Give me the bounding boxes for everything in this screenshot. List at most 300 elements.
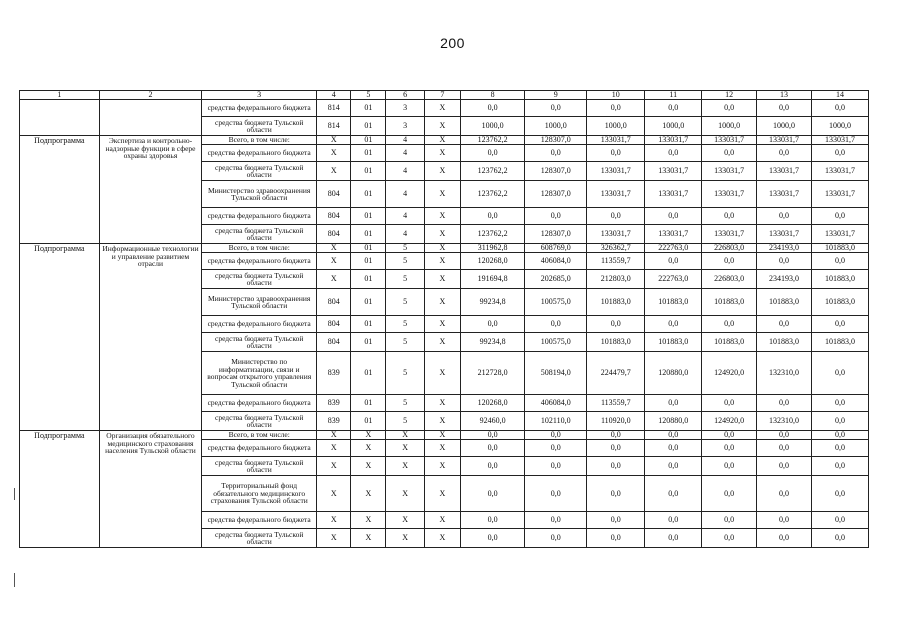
table-cell: 101883,0 [702,289,757,316]
table-cell: Подпрограмма [20,431,100,548]
table-cell: 133031,7 [702,136,757,145]
table-cell: 226803,0 [702,270,757,289]
table-cell: 101883,0 [587,333,645,352]
table-cell: 124920,0 [702,352,757,395]
table-cell: 3 [386,117,424,136]
column-number-header: 11 [645,91,702,100]
table-cell: Х [351,529,386,548]
table-cell: 0,0 [811,395,868,412]
table-cell: 5 [386,316,424,333]
table-cell: 0,0 [587,100,645,117]
table-cell: 5 [386,395,424,412]
table-cell: Х [424,117,460,136]
table-cell: Х [351,512,386,529]
table-cell: 311962,8 [461,244,525,253]
table-cell: 0,0 [525,529,587,548]
table-cell: 124920,0 [702,412,757,431]
table-cell: 0,0 [702,253,757,270]
table-cell: 0,0 [587,476,645,512]
table-cell: 101883,0 [645,333,702,352]
table-cell: 804 [317,316,351,333]
table-cell: 4 [386,225,424,244]
column-number-header: 4 [317,91,351,100]
table-cell: 0,0 [702,145,757,162]
table-cell: 0,0 [461,529,525,548]
table-cell: 123762,2 [461,162,525,181]
table-cell: 101883,0 [811,333,868,352]
table-cell: 01 [351,136,386,145]
table-cell: 113559,7 [587,253,645,270]
table-cell: 120268,0 [461,253,525,270]
column-number-header: 12 [702,91,757,100]
table-cell: 110920,0 [587,412,645,431]
table-cell: Х [424,136,460,145]
table-cell: 202685,0 [525,270,587,289]
table-cell [99,100,202,136]
table-cell: 212728,0 [461,352,525,395]
table-cell: 191694,8 [461,270,525,289]
table-cell: 1000,0 [645,117,702,136]
table-cell: 234193,0 [757,270,812,289]
table-cell: 01 [351,145,386,162]
table-cell: Министерство здравоохранения Тульской области [202,289,317,316]
table-cell: 01 [351,117,386,136]
table-cell: 0,0 [587,440,645,457]
table-cell: Х [424,512,460,529]
table-cell: 133031,7 [645,136,702,145]
table-cell: Х [424,225,460,244]
table-cell: 224479,7 [587,352,645,395]
table-cell: 0,0 [702,395,757,412]
table-cell: 326362,7 [587,244,645,253]
table-cell: 5 [386,352,424,395]
table-cell: Х [351,457,386,476]
table-cell: Х [424,316,460,333]
table-cell: средства бюджета Тульской области [202,270,317,289]
table-cell: 133031,7 [702,162,757,181]
table-cell: Х [424,253,460,270]
table-cell: 123762,2 [461,181,525,208]
table-cell: Всего, в том числе: [202,136,317,145]
table-cell: 0,0 [811,352,868,395]
table-cell: 508194,0 [525,352,587,395]
table-cell: Х [424,412,460,431]
table-cell: 133031,7 [645,162,702,181]
table-cell: Х [424,395,460,412]
table-cell: 0,0 [525,431,587,440]
page-number: 200 [440,35,465,51]
table-cell: 222763,0 [645,244,702,253]
table-cell: Х [424,431,460,440]
table-cell: 1000,0 [461,117,525,136]
table-cell: 0,0 [525,145,587,162]
table-cell: 0,0 [757,145,812,162]
table-cell: 132310,0 [757,352,812,395]
table-cell: средства федерального бюджета [202,145,317,162]
table-cell: средства федерального бюджета [202,316,317,333]
table-cell [20,100,100,136]
table-cell: 133031,7 [587,181,645,208]
table-cell: 0,0 [587,316,645,333]
table-cell: Х [424,289,460,316]
table-cell: 0,0 [587,512,645,529]
table-cell: 0,0 [461,476,525,512]
table-cell: Х [317,253,351,270]
column-number-header: 5 [351,91,386,100]
table-cell: 0,0 [702,316,757,333]
table-cell: Х [317,136,351,145]
table-row [20,244,869,253]
table-cell: 0,0 [702,512,757,529]
table-cell: 133031,7 [811,162,868,181]
table-cell: Х [424,162,460,181]
table-cell: Х [317,244,351,253]
table-cell: Х [424,270,460,289]
table-cell: 101883,0 [702,333,757,352]
table-cell: средства федерального бюджета [202,512,317,529]
table-cell: Х [317,529,351,548]
table-cell: Территориальный фонд обязательного медицинского страхования Тульской области [202,476,317,512]
table-cell: 0,0 [587,529,645,548]
table-cell: 133031,7 [587,162,645,181]
table-cell: 0,0 [645,395,702,412]
table-cell: 0,0 [702,476,757,512]
table-cell: 804 [317,333,351,352]
table-cell: 133031,7 [587,136,645,145]
table-cell: 128307,0 [525,136,587,145]
table-cell: 839 [317,352,351,395]
table-cell: 814 [317,100,351,117]
table-cell: 0,0 [461,316,525,333]
table-cell: 0,0 [461,431,525,440]
table-cell: 0,0 [811,457,868,476]
table-cell: 4 [386,208,424,225]
table-cell: 101883,0 [811,289,868,316]
table-cell: 0,0 [702,440,757,457]
table-cell: 99234,8 [461,333,525,352]
table-cell: 406084,0 [525,395,587,412]
table-cell: 0,0 [811,412,868,431]
table-cell: Организация обязательного медицинского страхования населения Тульской области [99,431,202,548]
table-cell: 0,0 [645,145,702,162]
table-cell: 0,0 [811,253,868,270]
table-cell: 222763,0 [645,270,702,289]
table-cell: Х [424,244,460,253]
table-cell: Х [424,333,460,352]
table-cell: 212803,0 [587,270,645,289]
column-number-header: 6 [386,91,424,100]
budget-table [19,90,869,548]
table-row [20,100,869,117]
table-cell: 0,0 [757,208,812,225]
table-cell: Х [386,512,424,529]
table-cell: 0,0 [587,431,645,440]
table-cell: 101883,0 [811,270,868,289]
table-cell: 0,0 [702,100,757,117]
table-cell: 01 [351,208,386,225]
table-cell: 01 [351,162,386,181]
table-cell: Х [386,476,424,512]
table-cell: Подпрограмма [20,136,100,244]
table-cell: 113559,7 [587,395,645,412]
table-cell: 133031,7 [587,225,645,244]
table-cell: 0,0 [525,100,587,117]
table-cell: 132310,0 [757,412,812,431]
table-cell: 133031,7 [645,181,702,208]
table-cell: Х [351,431,386,440]
table-cell: 0,0 [811,431,868,440]
table-cell: 804 [317,208,351,225]
table-cell: 0,0 [645,208,702,225]
column-number-header: 3 [202,91,317,100]
table-cell: Х [424,529,460,548]
table-cell: 133031,7 [702,225,757,244]
table-cell: Х [317,145,351,162]
table-cell: 133031,7 [645,225,702,244]
table-cell: 0,0 [757,512,812,529]
table-cell: 0,0 [461,145,525,162]
table-cell: 101883,0 [811,244,868,253]
table-cell: 0,0 [811,512,868,529]
table-cell: 0,0 [757,476,812,512]
table-cell: средства федерального бюджета [202,253,317,270]
table-cell: 1000,0 [525,117,587,136]
column-number-header: 1 [20,91,100,100]
table-cell: 0,0 [525,476,587,512]
table-cell: 0,0 [461,440,525,457]
table-cell: 0,0 [757,529,812,548]
table-cell: 01 [351,181,386,208]
table-cell: 123762,2 [461,136,525,145]
scan-artifact [14,488,15,500]
column-number-header: 14 [811,91,868,100]
table-cell: средства бюджета Тульской области [202,162,317,181]
table-cell: 01 [351,333,386,352]
table-cell: 5 [386,412,424,431]
table-cell: 101883,0 [645,289,702,316]
table-cell: Х [386,440,424,457]
table-cell: Х [424,145,460,162]
table-cell: 0,0 [645,253,702,270]
table-cell: 0,0 [702,457,757,476]
table-cell: Х [386,431,424,440]
table-cell: 01 [351,395,386,412]
table-cell: 1000,0 [757,117,812,136]
table-cell: 0,0 [587,145,645,162]
table-cell: 0,0 [645,476,702,512]
table-cell: 5 [386,244,424,253]
table-cell: Х [317,270,351,289]
table-cell: 0,0 [525,512,587,529]
table-cell: 120268,0 [461,395,525,412]
table-cell: средства бюджета Тульской области [202,412,317,431]
table-cell: средства бюджета Тульской области [202,529,317,548]
table-cell: 01 [351,225,386,244]
table-cell: 4 [386,162,424,181]
table-cell: 839 [317,395,351,412]
table-cell: 133031,7 [757,136,812,145]
table-cell: 0,0 [757,253,812,270]
table-cell: 3 [386,100,424,117]
table-cell: 0,0 [587,457,645,476]
table-cell: 4 [386,136,424,145]
table-cell: 01 [351,244,386,253]
table-cell: 01 [351,352,386,395]
table-cell: Х [424,208,460,225]
table-cell: Х [351,440,386,457]
table-cell: 92460,0 [461,412,525,431]
table-cell: 0,0 [461,208,525,225]
table-cell: 839 [317,412,351,431]
table-cell: 120880,0 [645,352,702,395]
table-cell: Всего, в том числе: [202,244,317,253]
table-cell: Х [317,457,351,476]
table-cell: 1000,0 [702,117,757,136]
column-number-header: 9 [525,91,587,100]
table-cell: 0,0 [811,316,868,333]
table-cell: средства бюджета Тульской области [202,333,317,352]
table-cell: средства бюджета Тульской области [202,225,317,244]
table-cell: Х [386,457,424,476]
table-cell: 5 [386,333,424,352]
table-cell: 0,0 [811,440,868,457]
table-cell: 128307,0 [525,181,587,208]
table-cell: 0,0 [757,440,812,457]
table-cell: Экспертиза и контрольно-надзорные функции в сфере охраны здоровья [99,136,202,244]
table-cell: 0,0 [702,431,757,440]
table-cell: 0,0 [525,440,587,457]
table-cell: Х [317,431,351,440]
table-cell: 1000,0 [587,117,645,136]
table-cell: средства федерального бюджета [202,208,317,225]
table-cell: 0,0 [757,395,812,412]
table-cell: Х [424,457,460,476]
table-cell: 0,0 [645,529,702,548]
table-cell: Х [351,476,386,512]
table-cell: 0,0 [645,316,702,333]
table-cell: 100575,0 [525,289,587,316]
table-cell: Х [317,512,351,529]
table-cell: 101883,0 [757,289,812,316]
table-cell: 01 [351,316,386,333]
table-cell: 01 [351,270,386,289]
table-cell: 0,0 [645,457,702,476]
table-cell: Х [424,476,460,512]
table-cell: 133031,7 [811,225,868,244]
table-cell: Х [424,181,460,208]
table-cell: средства бюджета Тульской области [202,457,317,476]
table-cell: 0,0 [645,440,702,457]
table-cell: 01 [351,289,386,316]
column-number-header: 2 [99,91,202,100]
table-cell: 99234,8 [461,289,525,316]
table-cell: 4 [386,181,424,208]
table-cell: 814 [317,117,351,136]
table-cell: 5 [386,253,424,270]
table-cell: 804 [317,289,351,316]
table-cell: 0,0 [645,512,702,529]
table-cell: 0,0 [811,145,868,162]
table-cell: средства федерального бюджета [202,440,317,457]
table-cell: 5 [386,270,424,289]
table-cell: 0,0 [525,208,587,225]
table-cell: 804 [317,181,351,208]
table-cell: Информационные технологии и управление развитием отрасли [99,244,202,431]
table-cell: Х [317,476,351,512]
table-cell: 0,0 [645,431,702,440]
table-cell: 0,0 [757,100,812,117]
table-cell: 0,0 [811,529,868,548]
table-cell: 123762,2 [461,225,525,244]
table-cell: 226803,0 [702,244,757,253]
table-cell: Х [424,352,460,395]
table-cell: 0,0 [587,208,645,225]
table-cell: Х [424,440,460,457]
column-number-header: 13 [757,91,812,100]
table-cell: 0,0 [525,316,587,333]
table-cell: 01 [351,253,386,270]
table-cell: 0,0 [461,100,525,117]
table-cell: средства федерального бюджета [202,395,317,412]
column-number-header: 7 [424,91,460,100]
table-cell: 128307,0 [525,162,587,181]
table-cell: 1000,0 [811,117,868,136]
table-cell: 133031,7 [757,225,812,244]
table-row [20,136,869,145]
table-cell: 133031,7 [811,181,868,208]
table-cell: 133031,7 [811,136,868,145]
table-cell: 0,0 [757,431,812,440]
table-cell: Х [317,440,351,457]
table-cell: 0,0 [702,529,757,548]
column-number-row [20,91,869,100]
column-number-header: 10 [587,91,645,100]
table-cell: Х [317,162,351,181]
table-cell: 0,0 [811,476,868,512]
table-cell: 0,0 [757,316,812,333]
table-cell: 128307,0 [525,225,587,244]
table-cell: 0,0 [461,512,525,529]
table-cell: 0,0 [702,208,757,225]
table-cell: Министерство по информатизации, связи и вопросам открытого управления Тульской области [202,352,317,395]
table-cell: 01 [351,100,386,117]
table-cell: 608769,0 [525,244,587,253]
table-cell: 133031,7 [757,181,812,208]
table-cell: 133031,7 [757,162,812,181]
table-cell: средства федерального бюджета [202,100,317,117]
table-cell: 0,0 [461,457,525,476]
table-cell: 133031,7 [702,181,757,208]
table-cell: Х [386,529,424,548]
table-cell: 4 [386,145,424,162]
table-cell: 101883,0 [757,333,812,352]
scan-artifact [14,573,15,587]
table-row [20,431,869,440]
table-cell: Подпрограмма [20,244,100,431]
table-cell: 0,0 [811,208,868,225]
table-cell: 0,0 [525,457,587,476]
table-cell: 100575,0 [525,333,587,352]
table-cell: 120880,0 [645,412,702,431]
table-cell: средства бюджета Тульской области [202,117,317,136]
table-cell: 101883,0 [587,289,645,316]
column-number-header: 8 [461,91,525,100]
table-cell: Х [424,100,460,117]
table-cell: 406084,0 [525,253,587,270]
table-cell: 102110,0 [525,412,587,431]
table-cell: 0,0 [757,457,812,476]
table-cell: Министерство здравоохранения Тульской области [202,181,317,208]
